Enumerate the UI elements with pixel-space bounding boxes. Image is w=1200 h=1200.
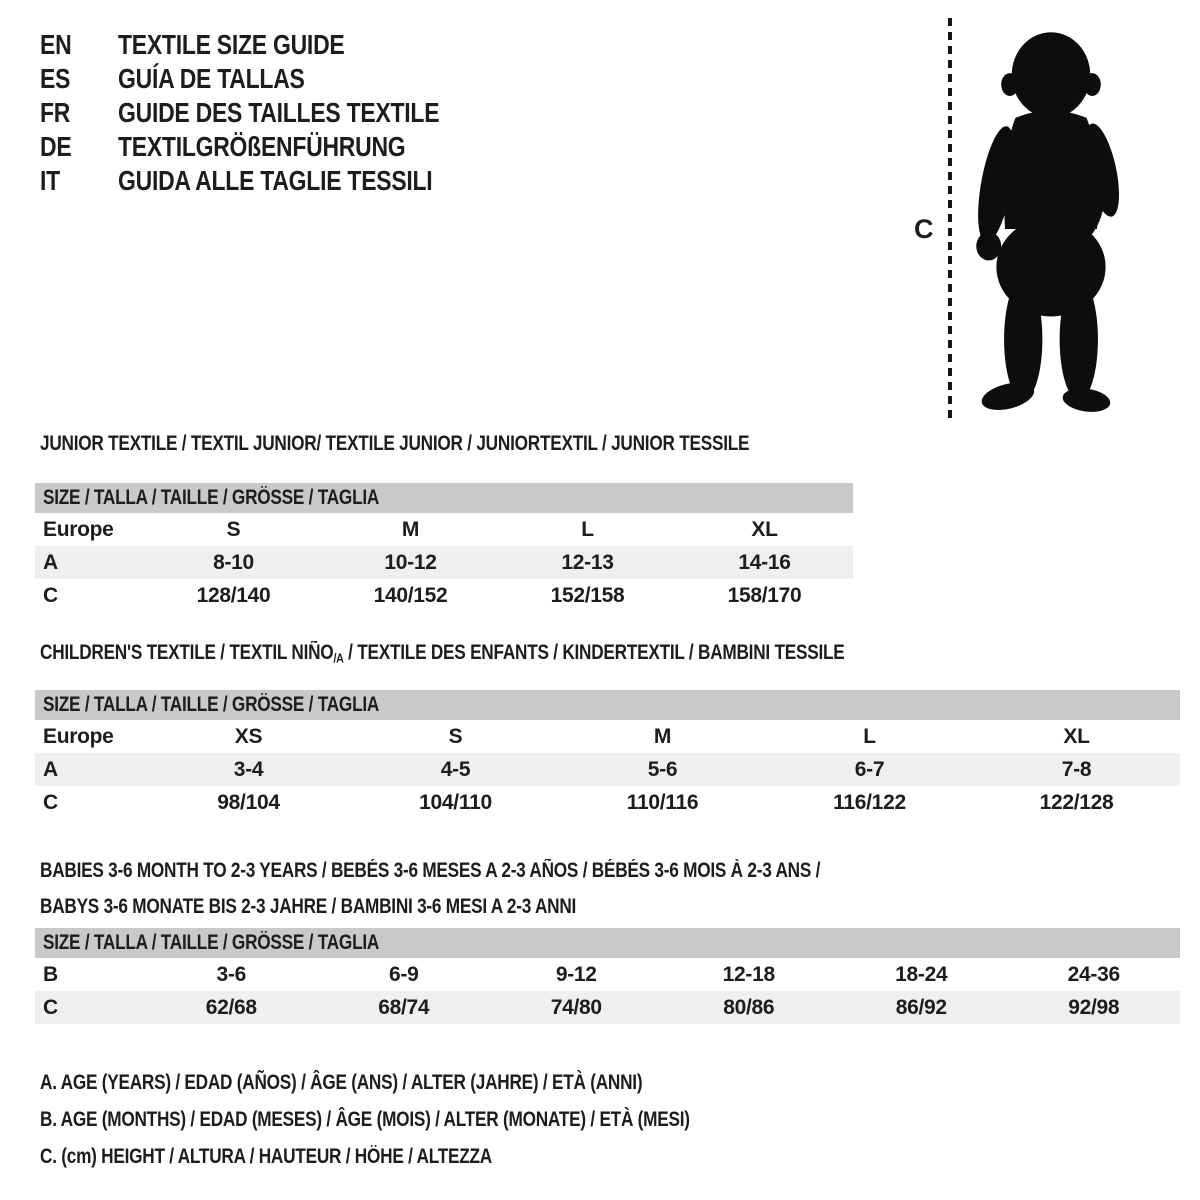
babies-section-heading [40,853,991,925]
size-cell: M [401,517,420,541]
height-measure-label: C [914,214,934,244]
row-label: B [43,962,58,986]
lang-code: FR [40,97,71,128]
table-row-height-cm [35,786,1180,819]
babies-size-table [35,928,1180,1024]
age-cell: 9-12 [555,962,597,986]
table-row-age-years [35,546,853,579]
row-label: C [43,995,58,1019]
table-row-age-months [35,958,1180,991]
height-cell: 104/110 [419,790,492,814]
size-cell: XS [234,724,263,748]
children-section-heading: CHILDREN'S TEXTILE / TEXTIL NIÑO/A / TEXTILE DES ENFANTS / KINDERTEXTIL / BAMBINI TESSILE [40,641,845,666]
guide-title-de: TEXTILGRÖßENFÜHRUNG [118,131,406,162]
age-cell: 6-9 [389,962,419,986]
size-header-bar: SIZE / TALLA / TAILLE / GRÖSSE / TAGLIA [35,483,853,513]
height-cell: 68/74 [378,995,430,1019]
lang-row-es [40,62,510,96]
height-cell: 98/104 [217,790,280,814]
height-cell: 122/128 [1039,790,1114,814]
row-label: Europe [43,724,114,748]
size-cell: L [863,724,876,748]
junior-size-table [35,483,853,612]
age-cell: 12-13 [561,550,614,574]
age-cell: 18-24 [895,962,948,986]
height-cell: 116/122 [833,790,906,814]
size-cell: XL [751,517,778,541]
toddler-silhouette-icon [960,18,1142,422]
age-cell: 3-6 [216,962,246,986]
height-cell: 152/158 [550,583,625,607]
height-cell: 74/80 [550,995,602,1019]
height-cell: 140/152 [373,583,448,607]
row-label: A [43,550,58,574]
children-size-table [35,690,1180,819]
row-label: C [43,790,58,814]
babies-heading-line-2: BABYS 3-6 MONATE BIS 2-3 JAHRE / BAMBINI 3-6 MESI A 2-3 ANNI [40,895,577,918]
height-cell: 110/116 [626,790,699,814]
guide-title-fr: GUIDE DES TAILLES TEXTILE [118,97,440,128]
age-cell: 7-8 [1061,757,1092,781]
age-cell: 10-12 [384,550,437,574]
height-figure [900,14,1170,430]
height-cell: 128/140 [196,583,271,607]
lang-row-en [40,28,510,62]
legend-line-c: C. (cm) HEIGHT / ALTURA / HAUTEUR / HÖHE / ALTEZZA [40,1145,492,1168]
age-cell: 12-18 [722,962,775,986]
height-cell: 62/68 [205,995,257,1019]
guide-title-it: GUIDA ALLE TAGLIE TESSILI [118,165,433,196]
row-label: C [43,583,58,607]
row-label: Europe [43,517,114,541]
table-row-europe [35,720,1180,753]
size-cell: L [581,517,594,541]
lang-code: DE [40,131,72,162]
babies-heading-line-1: BABIES 3-6 MONTH TO 2-3 YEARS / BEBÉS 3-6 MESES A 2-3 AÑOS / BÉBÉS 3-6 MOIS À 2-3 ANS / [40,859,821,882]
guide-title-en: TEXTILE SIZE GUIDE [118,29,345,60]
guide-title-es: GUÍA DE TALLAS [118,63,305,94]
heading-subscript: /A [333,650,344,666]
table-row-europe [35,513,853,546]
size-cell: S [448,724,463,748]
row-label: A [43,757,58,781]
legend-line-b: B. AGE (MONTHS) / EDAD (MESES) / ÂGE (MOIS) / ALTER (MONATE) / ETÀ (MESI) [40,1108,690,1131]
age-cell: 5-6 [647,757,678,781]
size-header-bar: SIZE / TALLA / TAILLE / GRÖSSE / TAGLIA [35,928,1180,958]
age-cell: 24-36 [1067,962,1120,986]
legend-line-a: A. AGE (YEARS) / EDAD (AÑOS) / ÂGE (ANS) / ALTER (JAHRE) / ETÀ (ANNI) [40,1071,643,1094]
height-cell: 158/170 [727,583,802,607]
lang-code: IT [40,165,60,196]
language-title-list [40,28,510,198]
size-cell: M [653,724,672,748]
height-cell: 86/92 [895,995,947,1019]
lang-row-fr [40,96,510,130]
age-cell: 14-16 [738,550,791,574]
height-measure-dashed-line [948,18,952,420]
table-row-age-years [35,753,1180,786]
lang-code: EN [40,29,72,60]
lang-row-de [40,130,510,164]
height-cell: 80/86 [723,995,775,1019]
age-cell: 6-7 [854,757,885,781]
size-cell: XL [1063,724,1090,748]
age-cell: 8-10 [213,550,254,574]
table-row-height-cm [35,991,1180,1024]
measure-legend [40,1064,832,1175]
table-row-height-cm [35,579,853,612]
junior-section-heading: JUNIOR TEXTILE / TEXTIL JUNIOR/ TEXTILE JUNIOR / JUNIORTEXTIL / JUNIOR TESSILE [40,432,750,455]
size-header-bar: SIZE / TALLA / TAILLE / GRÖSSE / TAGLIA [35,690,1180,720]
age-cell: 3-4 [233,757,264,781]
lang-code: ES [40,63,71,94]
size-cell: S [226,517,241,541]
lang-row-it [40,164,510,198]
height-cell: 92/98 [1068,995,1120,1019]
age-cell: 4-5 [440,757,471,781]
